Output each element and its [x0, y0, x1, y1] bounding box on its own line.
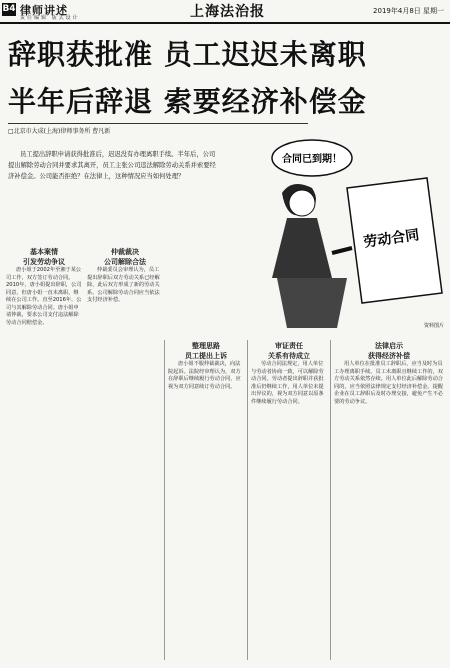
article-column-2 [87, 246, 163, 660]
subhead-compensation: 获得经济补偿 [368, 350, 410, 360]
subhead-basic-case: 基本案情 [30, 247, 58, 256]
column-text: 劳动合同法规定，用人单位与劳动者协商一致，可以解除劳动合同。劳动者提出辞职并获批准后仍继续工作，用人单位未提出异议的，视为双方同意以原条件继续履行劳动合同。 [251, 361, 324, 405]
woman-skirt [277, 278, 347, 328]
subhead-arbitration: 仲裁裁决 [111, 247, 139, 256]
speech-text: 合同已到期！ [282, 154, 342, 165]
section-title: 律师讲述 [20, 4, 68, 17]
newspaper-logo: 上海法治报 [190, 4, 265, 20]
column-text: 唐小姐于2002年至湘于某公司工作，双方签订劳动合同。2010年，唐小姐提出辞职，公司同意，但唐小姐一直未离职，继续在公司工作。直至2016年，公司与其解除劳动合同。唐小姐申请仲裁，要求公司支付违法解除劳动合同赔偿金。 [6, 267, 82, 326]
issue-date: 2019年4月8日 星期一 [373, 7, 444, 15]
headline-line-1: 辞职获批准 员工迟迟未离职 [8, 38, 367, 71]
article-column-5 [334, 340, 444, 660]
cartoon-illustration [232, 133, 445, 333]
subhead-dispute: 引发劳动争议 [23, 256, 65, 266]
column-text: 唐小姐不服仲裁裁决，向法院起诉。法院经审理认为，双方在辞职后继续履行劳动合同，应视为双方同意续订劳动合同。 [168, 361, 241, 390]
column-text: 用人单位在批准员工辞职后，应当及时为员工办理离职手续。员工未离职且继续工作的，双方劳动关系依然存续。用人单位此后解除劳动合同的，应当依照法律规定支付经济补偿金。提醒企业在员工辞职后及时办理交接，避免产生不必要的劳动争议。 [334, 361, 443, 405]
subhead-reasoning: 整理思路 [192, 341, 220, 350]
woman-face [289, 190, 315, 216]
article-column-1 [6, 246, 82, 660]
subhead-appeal: 员工提出上诉 [185, 350, 227, 360]
article-column-3 [168, 340, 244, 660]
photo-credit: 资料图片 [423, 323, 444, 329]
subhead-insight: 法律启示 [375, 341, 403, 350]
byline: □北京市大成(上海)律师事务所 曹凡新 [8, 123, 308, 135]
page-number-badge: B4 [2, 4, 16, 14]
subhead-relationship: 关系有待成立 [268, 350, 310, 360]
article-column-4 [251, 340, 327, 660]
subhead-ruling: 公司解除合法 [104, 256, 146, 266]
headline-line-2: 半年后辞退 索要经济补偿金 [8, 85, 367, 118]
column-text: 仲裁委员会审理认为，员工提出辞职后双方劳动关系已经解除，此后双方形成了新的劳动关系。公司解除劳动合同应当依法支付经济补偿。 [87, 267, 160, 303]
woman-dress [272, 218, 332, 278]
contract-label: 劳动合同 [362, 227, 421, 251]
woman-arm [332, 248, 352, 253]
column-divider [330, 340, 331, 660]
column-divider [164, 340, 165, 660]
lead-paragraph: 员工提出辞职申请获得批准后，迟迟没有办理离职手续。半年后，公司提出解除劳动合同并要求其离开，员工主张公司违法解除劳动关系并索要经济补偿金。公司能否拒绝？在法律上，这种情况应当如何处理？ [8, 151, 216, 180]
subhead-burden: 审证责任 [275, 341, 303, 350]
editor-credits: 责任编辑 版式设计 [20, 15, 80, 21]
page-header [0, 0, 450, 24]
column-divider [247, 340, 248, 660]
